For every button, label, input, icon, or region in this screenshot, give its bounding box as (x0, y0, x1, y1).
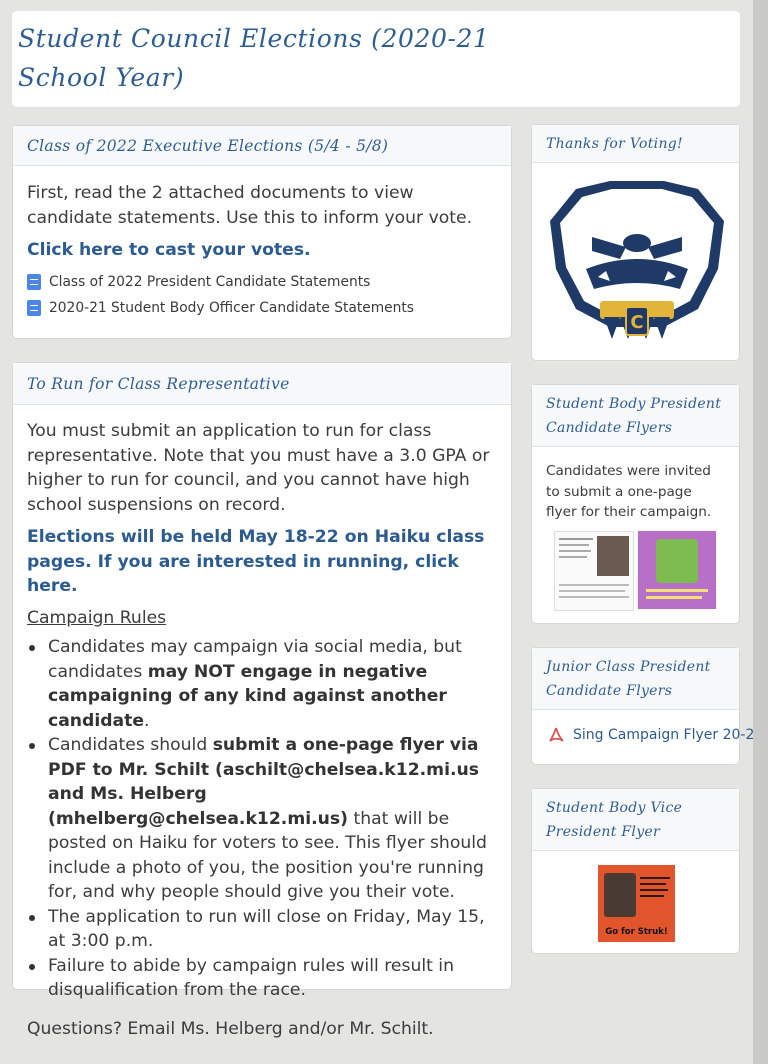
google-doc-icon (27, 300, 41, 316)
pdf-icon (548, 726, 565, 744)
campaign-rules-title: Campaign Rules (27, 607, 167, 628)
sbvp-flyer-caption: Go for Struk! (605, 927, 668, 937)
cast-votes-link[interactable]: Click here to cast your votes. (27, 240, 311, 260)
bulldog-icon (546, 177, 728, 345)
class-representative-header: To Run for Class Representative (13, 363, 511, 405)
doc-link-officer-statements[interactable]: 2020-21 Student Body Officer Candidate Statements (27, 295, 497, 321)
executive-intro: First, read the 2 attached documents to view candidate statements. Use this to inform your vote. (27, 183, 473, 228)
rule-item: The application to run will close on Friday, May 15, at 3:00 p.m. (27, 905, 497, 954)
page-title-card (12, 11, 740, 107)
representative-intro: You must submit an application to run for class representative. Note that you must have a 3.0 GPA or higher to run for council, and you cannot have high school suspensions on record. (27, 421, 490, 515)
questions-text: Questions? Email Ms. Helberg and/or Mr. Schilt. (27, 1018, 434, 1039)
google-doc-icon (27, 274, 41, 290)
mascot-letter: C (630, 312, 644, 333)
sbp-flyers-header: Student Body President Candidate Flyers (532, 385, 739, 447)
sbp-flyers-card (531, 384, 740, 624)
sbvp-flyer-header: Student Body Vice President Flyer (532, 789, 739, 851)
executive-elections-header: Class of 2022 Executive Elections (5/4 - 5/8) (13, 126, 511, 166)
jcp-flyers-header: Junior Class President Candidate Flyers (532, 648, 739, 710)
sbvp-flyer-card (531, 788, 740, 954)
flyer-thumbnail-2[interactable] (638, 531, 716, 609)
thanks-card (531, 124, 740, 361)
flyer-thumbnail-1[interactable] (554, 531, 634, 611)
sbp-flyer-thumbnails[interactable] (554, 531, 716, 609)
rule-item: Candidates should submit a one-page flyer via PDF to Mr. Schilt (aschilt@chelsea.k12.mi.us and Ms. Helberg (mhelberg@chelsea.k12.mi.us) that will be posted on Haiku for voters to see. This flyer should include a photo of you, the position you're running for, and why people should give you their vote. (27, 733, 497, 905)
rule-item: Failure to abide by campaign rules will result in disqualification from the race. (27, 954, 497, 1003)
bulldog-mascot-image (546, 177, 728, 345)
jcp-flyers-card (531, 647, 755, 765)
thanks-header: Thanks for Voting! (532, 125, 739, 163)
sbvp-flyer-thumbnail[interactable] (598, 865, 675, 942)
page-scrollbar[interactable] (753, 0, 768, 1064)
doc-link-president-statements[interactable]: Class of 2022 President Candidate Statements (27, 269, 497, 295)
rule-item: Candidates may campaign via social media, but candidates may NOT engage in negative campaigning of any kind against another candidate. (27, 635, 497, 733)
sbp-flyers-text: Candidates were invited to submit a one-page flyer for their campaign. (546, 463, 712, 520)
elections-info-link[interactable]: Elections will be held May 18-22 on Haiku class pages. If you are interested in running, click here. (27, 527, 485, 596)
campaign-rules-list (27, 635, 497, 1003)
page-title: Student Council Elections (2020-21 School Year) (18, 24, 490, 92)
jcp-flyer-file-link[interactable]: Sing Campaign Flyer 20-2 (548, 726, 754, 744)
executive-elections-card (12, 125, 512, 339)
class-representative-card (12, 362, 512, 1039)
